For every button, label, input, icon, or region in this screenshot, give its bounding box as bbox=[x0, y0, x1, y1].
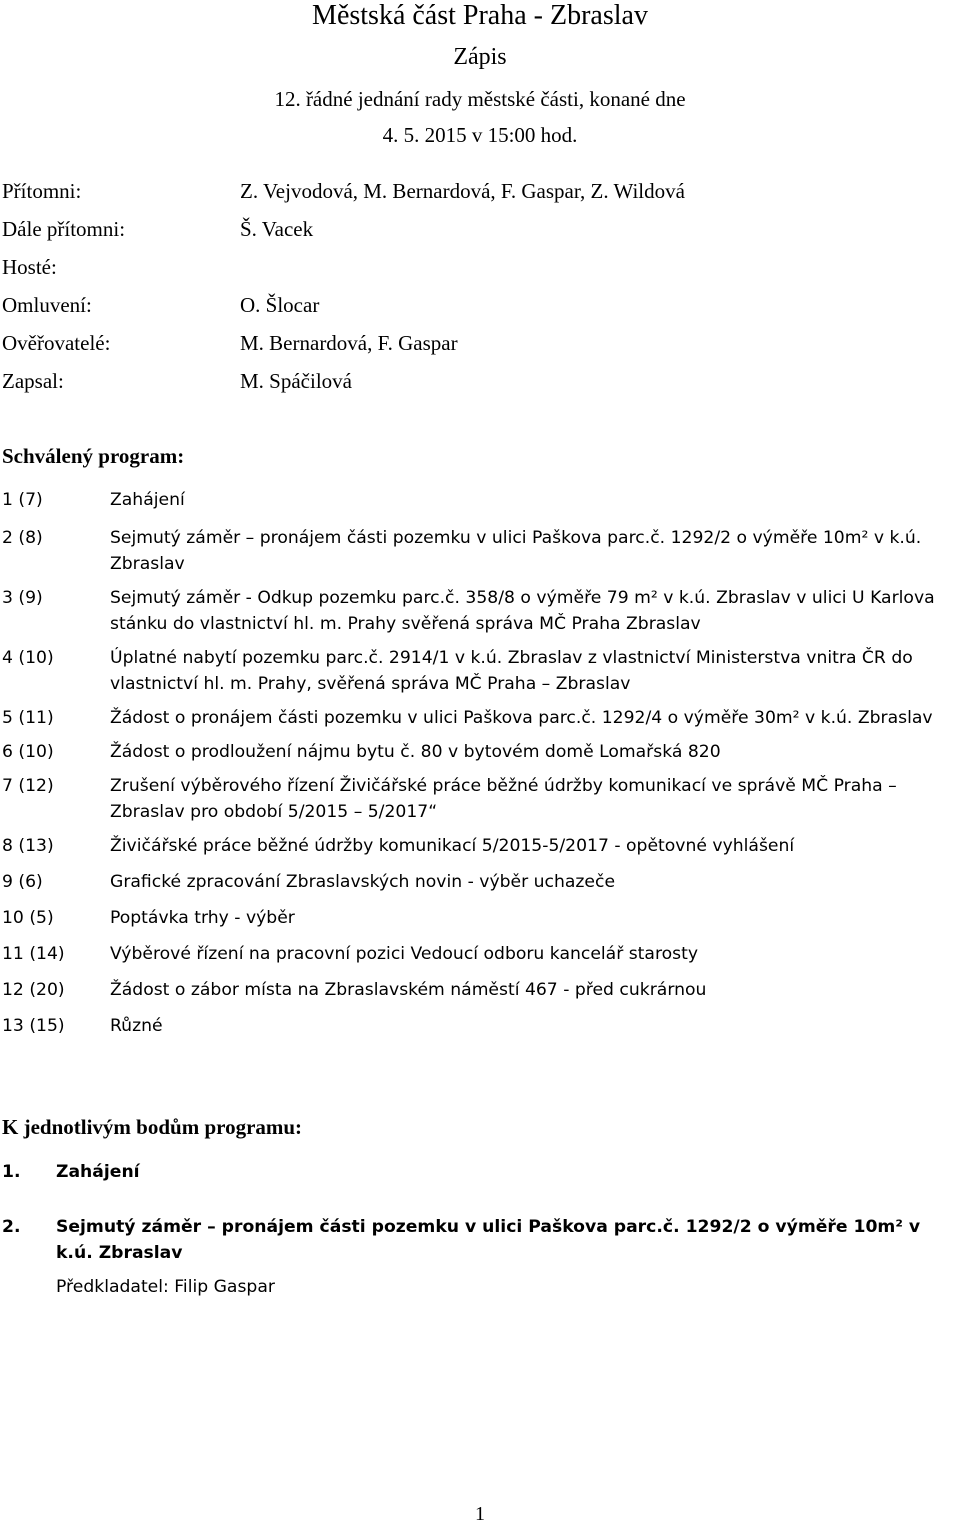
program-item-text: Různé bbox=[110, 1016, 163, 1036]
attendance-value: Š. Vacek bbox=[240, 217, 314, 241]
program-item-number: 3 (9) bbox=[2, 588, 43, 608]
program-list bbox=[2, 487, 958, 1039]
details-heading: K jednotlivým bodům programu: bbox=[2, 1115, 303, 1139]
program-item-number: 1 (7) bbox=[2, 490, 43, 510]
program-item bbox=[2, 1013, 958, 1039]
program-item-text: Zahájení bbox=[110, 490, 185, 510]
meeting-date: 4. 5. 2015 v 15:00 hod. bbox=[382, 123, 578, 147]
attendance-label: Hosté: bbox=[2, 255, 57, 279]
program-item bbox=[2, 645, 958, 697]
meeting-description: 12. řádné jednání rady městské části, konané dne bbox=[274, 87, 686, 111]
program-item-text: Žádost o prodloužení nájmu bytu č. 80 v bytovém domě Lomařská 820 bbox=[110, 742, 721, 762]
attendance-label: Ověřovatelé: bbox=[2, 331, 111, 355]
program-item bbox=[2, 487, 958, 513]
attendance-value: Z. Vejvodová, M. Bernardová, F. Gaspar, Z. Wildová bbox=[240, 179, 685, 203]
program-item-text: Živičářské práce běžné údržby komunikací 5/2015-5/2017 - opětovné vyhlášení bbox=[110, 836, 795, 856]
detail-item-title: Zahájení bbox=[56, 1162, 140, 1182]
document-title: Městská část Praha - Zbraslav bbox=[312, 0, 648, 31]
program-item-text: Zrušení výběrového řízení Živičářské práce běžné údržby komunikací ve správě MČ Praha – Zbraslav pro období 5/2015 – 5/2017“ bbox=[110, 776, 897, 822]
program-item-text: Poptávka trhy - výběr bbox=[110, 908, 295, 928]
program-item-number: 6 (10) bbox=[2, 742, 54, 762]
program-item bbox=[2, 833, 958, 859]
program-item-text: Grafické zpracování Zbraslavských novin - výběr uchazeče bbox=[110, 872, 616, 892]
detail-item-number: 2. bbox=[2, 1217, 21, 1237]
program-item bbox=[2, 705, 958, 731]
program-item-number: 7 (12) bbox=[2, 776, 54, 796]
program-item-text: Sejmutý záměr - Odkup pozemku parc.č. 358/8 o výměře 79 m² v k.ú. Zbraslav v ulici U Karlova stánku do vlastnictví hl. m. Prahy svěřená správa MČ Praha Zbraslav bbox=[110, 588, 935, 634]
program-item-text: Úplatné nabytí pozemku parc.č. 2914/1 v k.ú. Zbraslav z vlastnictví Ministerstva vnitra ČR do vlastnictví hl. m. Prahy, svěřená správa MČ Praha – Zbraslav bbox=[110, 648, 913, 694]
program-item bbox=[2, 869, 958, 895]
attendance-value: O. Šlocar bbox=[240, 293, 320, 317]
program-item-number: 4 (10) bbox=[2, 648, 54, 668]
attendance-label: Dále přítomni: bbox=[2, 217, 126, 241]
program-item bbox=[2, 525, 958, 577]
program-item-text: Žádost o pronájem části pozemku v ulici Paškova parc.č. 1292/4 o výměře 30m² v k.ú. Zbraslav bbox=[110, 708, 933, 728]
document-subtitle: Zápis bbox=[453, 44, 507, 70]
detail-item-body bbox=[56, 1214, 956, 1300]
program-item-number: 2 (8) bbox=[2, 528, 43, 548]
attendance-value: M. Spáčilová bbox=[240, 369, 352, 393]
attendance-label: Přítomni: bbox=[2, 179, 82, 203]
detail-item-number: 1. bbox=[2, 1162, 21, 1182]
program-item-text: Sejmutý záměr – pronájem části pozemku v ulici Paškova parc.č. 1292/2 o výměře 10m² v k.ú. Zbraslav bbox=[110, 528, 922, 574]
program-item bbox=[2, 773, 958, 825]
attendance-label: Zapsal: bbox=[2, 369, 64, 393]
program-item-number: 12 (20) bbox=[2, 980, 65, 1000]
attendance-value: M. Bernardová, F. Gaspar bbox=[240, 331, 458, 355]
program-item-text: Výběrové řízení na pracovní pozici Vedoucí odboru kancelář starosty bbox=[110, 944, 699, 964]
program-item-number: 5 (11) bbox=[2, 708, 54, 728]
detail-item-body bbox=[56, 1159, 956, 1185]
program-heading: Schválený program: bbox=[2, 444, 185, 468]
program-item-number: 9 (6) bbox=[2, 872, 43, 892]
program-item-text: Žádost o zábor místa na Zbraslavském náměstí 467 - před cukrárnou bbox=[110, 980, 707, 1000]
program-item-number: 13 (15) bbox=[2, 1016, 65, 1036]
program-item bbox=[2, 585, 958, 637]
page-number: 1 bbox=[475, 1503, 485, 1525]
program-item bbox=[2, 941, 958, 967]
detail-item-title: Sejmutý záměr – pronájem části pozemku v ulici Paškova parc.č. 1292/2 o výměře 10m² v k.ú. Zbraslav bbox=[56, 1217, 921, 1263]
detail-item-presenter: Předkladatel: Filip Gaspar bbox=[56, 1277, 275, 1297]
program-item-number: 10 (5) bbox=[2, 908, 54, 928]
program-item-number: 11 (14) bbox=[2, 944, 65, 964]
program-item bbox=[2, 739, 958, 765]
program-item bbox=[2, 905, 958, 931]
program-item bbox=[2, 977, 958, 1003]
program-item-number: 8 (13) bbox=[2, 836, 54, 856]
attendance-label: Omluvení: bbox=[2, 293, 92, 317]
